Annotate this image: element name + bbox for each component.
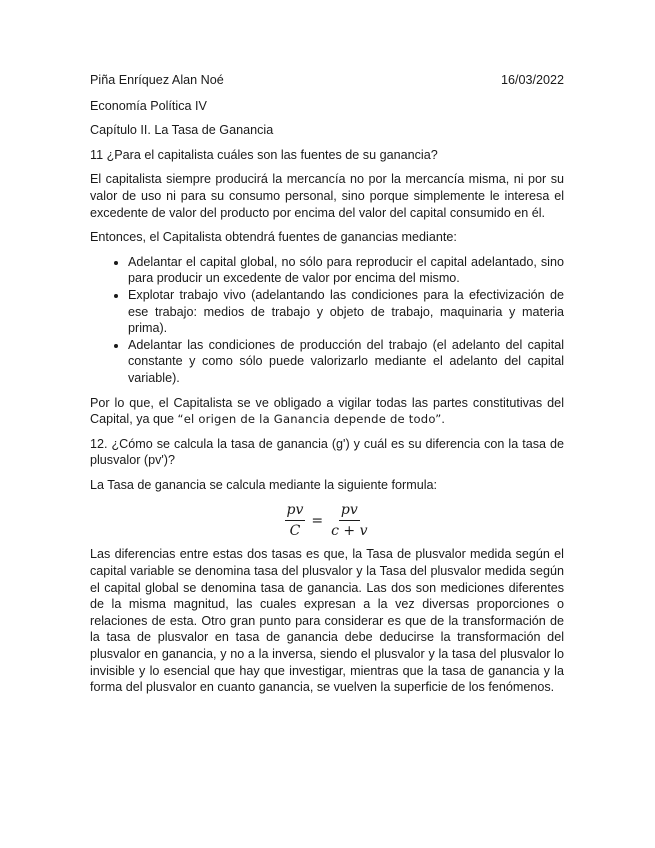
q11-bullet-list [90,254,564,387]
formula-right-numerator: pv [339,501,360,521]
formula-left-numerator: pv [285,501,306,521]
header-row [90,72,564,89]
course-title: Economía Política IV [90,98,207,113]
list-item: • Adelantar el capital global, no sólo para reproducir el capital adelantado, sino para producir un excedente de valor por encima del mismo. [128,254,564,287]
q12-answer: Las diferencias entre estas dos tasas es que, la Tasa de plusvalor medida según el capital variable se denomina tasa del plusvalor y la Tasa del plusvalor medida según el capital global se denomina tasa de ganancia. Las dos son mediciones diferentes de la misma magnitud, las cuales expresan a la vez diversas proporciones o relaciones de esta. Otro gran punto para considerar es que de la transformación de la tasa de plusvalor en tasa de ganancia debe deducirse la transformación del plusvalor en ganancia, y no a la inversa, siendo el plusvalor y la tasa del plusvalor lo invisible y lo esencial que hay que investigar, mientras que la tasa de ganancia y la forma del plusvalor en cuanto ganancia, se vuelven la superficie de los fenómenos. [90,547,564,695]
document-date: 16/03/2022 [500,73,564,87]
formula-equals: = [311,512,324,529]
list-item: • Adelantar las condiciones de producción del trabajo (el adelanto del capital constante y como sólo puede valorizarlo mediante el adelanto del capital variable). [128,337,564,387]
chapter-title: Capítulo II. La Tasa de Ganancia [90,123,274,138]
q11-paragraph-3 [90,395,564,428]
q11-quote: “el origen de la Ganancia depende de todo” [177,412,442,427]
formula-left-fraction [285,501,306,540]
q11-p3-start: Por lo que, el Capitalista se ve obligado a vigilar todas las partes constitutivas del Capital, ya que [90,395,564,427]
document-page [90,72,564,704]
question-12: 12. ¿Cómo se calcula la tasa de ganancia (g') y cuál es su diferencia con la tasa de plusvalor (pv')? [90,436,564,468]
q11-paragraph-1: El capitalista siempre producirá la mercancía no por la mercancía misma, ni por su valor de uso ni para su consumo personal, sino porque simplemente le interesa el excedente de valor del producto por encima del valor del capital consumido en él. [90,172,564,220]
formula-right-denominator: c + v [331,523,368,540]
q11-p3-end: . [441,412,445,427]
author-name: Piña Enríquez Alan Noé [90,73,224,87]
formula-right-fraction [329,501,369,540]
list-item: • Explotar trabajo vivo (adelantando las condiciones para la efectivización de ese trabajo: medios de trabajo y objeto de trabajo, maquinaria y materia prima). [128,287,564,337]
question-11: 11 ¿Para el capitalista cuáles son las fuentes de su ganancia? [90,147,438,162]
profit-rate-formula [90,501,564,540]
formula-left-denominator: C [289,523,301,540]
q11-paragraph-2: Entonces, el Capitalista obtendrá fuentes de ganancias mediante: [90,230,457,245]
q12-intro: La Tasa de ganancia se calcula mediante la siguiente formula: [90,477,438,492]
